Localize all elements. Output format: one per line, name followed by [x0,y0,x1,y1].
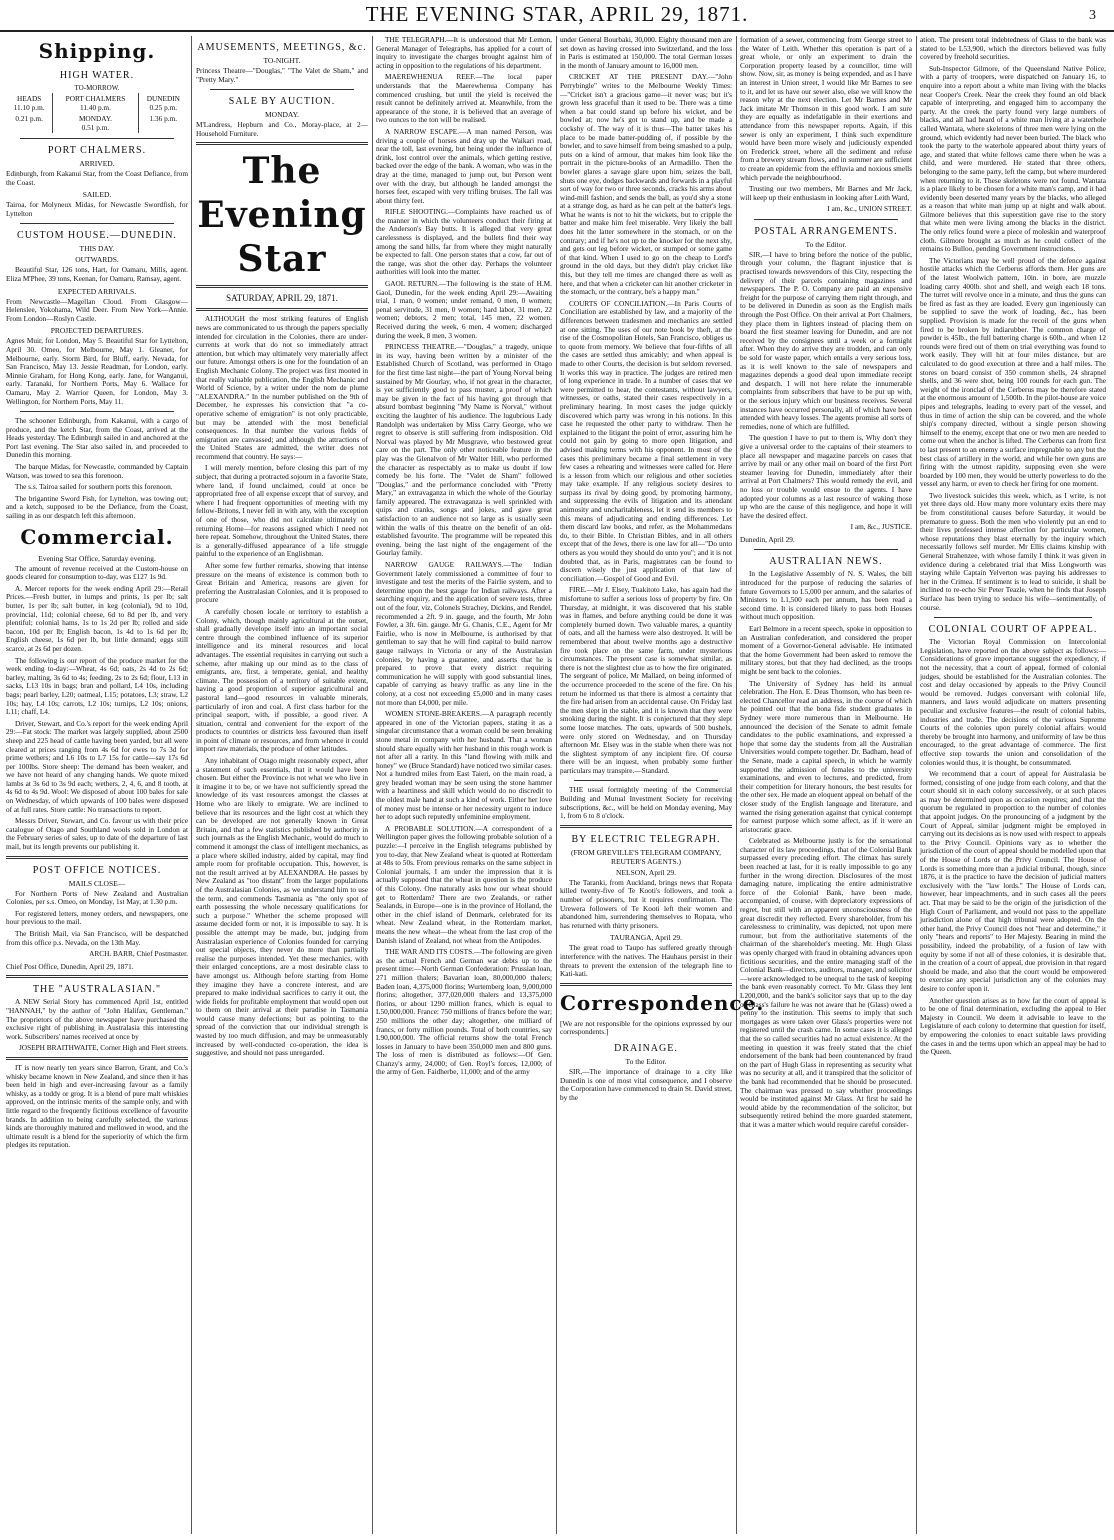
evening-star-banner: The Evening Star [197,150,367,281]
shipping-news: The brigantine Sword Fish, for Lyttelton, was towing out; and a ketch, supposed to be the Defiance, from the Coast, sailing in as our despatch left this afternoon. [6,493,188,521]
news-item: The Victorian Royal Commission on Intercolonial Legislation, have reported on the above subject as follows:—Considerations of grave importance suggest the expediency, if not the necessity, that a court of appeal, formed of colonial judges, should be established for the Australian colonies. The cost and delay occasioned by appeals to the Privy Council would be removed. Judges conversant with colonial life, manners, and laws would adjudicate on matters presenting peculiar and exclusive features—the result of colonial habits, industries and trade. The decisions of the various Supreme Courts of the colonies upon purely colonial affairs would thereby be brought into harmony, and uniformity of law be thus encouraged, to the great advantage of commerce. The first effective step towards the union and consolidation of the colonies would thus, it is thought, be consummated. [920,637,1106,767]
shipping-news: The s.s. Tairoa sailed for southern ports this forenoon. [15,482,173,492]
letter-heading: POSTAL ARRANGEMENTS. [754,225,898,237]
news-item: We recommend that a court of appeal for Australasia be formed, consisting of one judge from each colony, and that the court should sit in each colony successively, or at such places as may be determined upon as occasion requires; and that the quorum be regulated in proportion to the number of colonies that appoint judges. On the pronouncing of a judgment by the Court of Appeal, similar judgment might be employed in carrying out its decisions as is now used with respect to appeals to the Privy Council. Opinions vary as to whether the jurisdiction of the court of appeal should be modelled upon that of the House of Lords or the Privy Council. The House of Lords is something more than a judicial tribunal, though, since 1876, it is the practice to have the decision of judicial matters exclusively with the "law lords." The House of Lords can, however, hear impeachments, and in such cases all the peers act. That may be said to be the origin of the jurisdiction of the High Court of Parliament, and would not pass to the appellate jurisdiction alone of that high tribunal were adopted. On the other hand, the Privy Council does not "hear and determine," it only "hears and reports" to Her Majesty. Bearing in mind the possibility, indeed the probability, of a fusion of law with equity by some if not all of these colonies, it is desirable that, in the creation of a court of appeal, due provision in that regard should be made, and also that the court would be empowered to exercise any special jurisdiction any of the colonies may desire to confer upon it. [920,769,1106,993]
tide-table [6,93,188,133]
tonight-label: TO-NIGHT. [263,56,301,65]
australian-news-heading: AUSTRALIAN NEWS. [769,556,883,568]
tide-cell [53,113,138,133]
letter-text: SIR,—The importance of drainage to a city like Dunedin is one of most vital consequence, and I observe the Corporation have commenced to drain St. David street, by the [560,1066,732,1102]
column-1 [6,36,188,1534]
news-item: In the Legislative Assembly of N. S. Wales, the bill introduced for the purpose of reducing the salaries of future Governors to L5,000 per annum, and the salaries of Ministers to L1,500 each per annum, has been read a second time. It is considered likely to pass both Houses without much opposition. [740,569,912,622]
tide-cell [6,93,53,113]
shipping-news: The schooner Edinburgh, from Kakanui, with a cargo of produce, and the ketch Star, from the Coast, arrived at the Heads yesterday. The Edinburgh sailed in and anchored at the Port last evening. The Star also sailed in, and proceeded to Dunedin this morning. [6,416,188,460]
news-item: Sub-Inspector Gilmore, of the Queensland Native Police, with a party of troopers, were dispatched on January 16, to enquire into a report about a white man living with the blacks near Cooper's Creek. Near the creek they found an old black capable of interpreting, and engaged him to accompany the party. At the creek the party found very large numbers of blacks, and all had heard of a white man living at a waterhole called Wantata, where skeletons of three men were lying on the ground, which evidently had never been buried. The black who took the party to the waterhole appeared about thirty years of age, and stated that white fellows came there when he was a child, and were murdered. He stated that three others, belonging to the same party, left the camp, but where murdered when returning to it. These skeletons were not found. Wantata is a place likely to be chosen for a white man's camp, and it had evidently been deserted many years by the blacks, who alleged as a reason that white man jump up at night and walk about. Gilmore believes that this superstition gave rise to the story that white men were living among the blacks in the district. The only relics found were a piece of moleskin and waterproof cloth. Gilmore brought as much as he could collect of the remains to Bulloo, pending Government instructions. [920,63,1106,254]
letter-date: Dunedin, April 29. [740,534,795,544]
tide-cell [138,113,188,133]
mails-label: MAILS CLOSE— [68,878,126,888]
australasian-ad: A NEW Serial Story has commenced April 1st, entitled "HANNAH," by the author of "John Halifax, Gentleman." The proprietors of the above newspaper have purchased the exclusive right of publishing in Australasia this interesting work. Subscribers' names received at once by [6,997,188,1041]
page-number: 3 [1089,8,1096,23]
expected-list: From Newcastle—Magellan Cloud. From Glasgow—Helenslee, Yokohama, Wild Deer. From New York—Annie. From London—Roslyn Castle. [6,296,188,323]
telegraph-source: (FROM GREVILLE'S TELEGRAM COMPANY, REUTER'S AGENTS.) [571,847,721,866]
port-heading: PORT CHALMERS. [47,145,147,156]
post-notice: For registered letters, money orders, and newspapers, one hour previous to the mail. [6,908,188,927]
arrived-list: Edinburgh, from Kakanui Star, from the Coast Defiance, from the Coast. [6,169,188,187]
commercial-heading: Commercial. [20,524,174,549]
arrived-label: ARRIVED. [79,159,115,168]
post-notice: The British Mail, via San Francisco, will be despatched from this office p.s. Nevada, on the 13th May. [6,929,188,947]
this-day-label: THIS DAY. [79,244,115,254]
news-item: THE TELEGRAPH.—It is understood that Mr Lemon, General Manager of Telegraphs, has applied for a court of inquiry to investigate the charges brought against him of acting in opposition to the regulations of his department. [376,35,552,70]
column-rule [916,36,917,1534]
shipping-news: The barque Midas, for Newcastle, commanded by Captain Watson, was towed to sea this forenoon. [6,462,188,480]
news-item: Two livestock suicides this week, which, as I write, is not yet three days old. How many more voluntary exits there may be from constitutional causes before Saturday, it would be premature to guess. Both the men who violently put an end to their lives professed intense affection for particular women, whose reputations they blast eternally by the inquiry which necessarily follows self murder. Mr Ellis claims kinship with General Strahenzee, with whose family I think it was given in evidence during a celebrated trial that Miss Longworth was staying while Captain Yelverton was paying his addresses to her in the Crimea. If sentiment is to lead to suicide, it shall be inclined to re-echo Sir Peter Teazle, when he finds that Joseph Surface has been trying to seduce his wife—sentimentally, of course. [920,490,1106,612]
customs-heading: CUSTOM HOUSE.—DUNEDIN. [17,230,177,242]
leader-paragraph: ALTHOUGH the most striking features of English news are communicated to us through the papers specially intended for circulation in the Colonies, there are under-currents at work that do not so immediately attract attention, but which may ultimately very materially affect our future. Amongst others is one for the foundation of an English Mechanic Colony. The project was first mooted in that really valuable publication, the English Mechanic and World of Science, by a writer under the nom de plume "ALEXANDRA." In the number published on the 9th of December, he expresses his conviction that "a co-operative scheme of emigration" is not only practicable, but may be attended with the most beneficial consequences. In that number the various fields of emigration are canvassed; and although the attractions of the United States are admitted, the writer does not recommend that country. He says:— [196,314,368,461]
news-item: MAEREWHENUA REEF.—The local paper understands that the Maerewhenua Company has commenced crushing, but until the yield is received the result cannot be definitely arrived at. Meanwhile, from the appearance of the stone, it is believed that an average of two ounces to the ton will be realised. [376,72,552,125]
news-item: RIFLE SHOOTING.—Complaints have reached us of the manner in which the volunteers conduct their firing at the Anderson's Bay butts. It is alleged that very great carelessness is displayed, and the bullets find their way among the sand hills, far from where they might naturally be expected to fall. One person states that a cow, far out of the range, was shot the other day. Perhaps the volunteer authorities will look into the matter. [376,207,552,277]
news-item: THE WAR AND ITS COSTS.—The following are given as the actual French and German war debts up to the present time:—North German Confederation: Prussian loan, 271 million thalers; Bavarian loan, 80,000,000 thalers; Baden loan, 4,375,000 florins; Wurtemberg loan, 9,000,000 florins; altogether, 377,020,000 thalers and 13,375,000 florins, or about 1290 million francs, which is equal to L50,000,000. France: 750 millions of francs before the war; 250 millions the other day; altogether, one milliard of francs, or forty million pounds. Total of both countries, say L90,000,000. The official returns show the total French losses in January to have been 350,000 men and 800 guns. The loss of men is distributed as follows:—Of Gen. Chanzy's army, 24,000; of Gen. Royl's forces, 12,000; of the army of Gen. Faidherbe, 11,000; and of the army [376,947,552,1077]
leader-paragraph: After some few further remarks, showing that intense pressure on the means of existence is common both to Great Britain and America, reasons are given for preferring the Australasian Colonies, and it is proposed to procure [196,561,368,605]
letter-heading: DRAINAGE. [614,1042,678,1054]
tide-place: HEADS [16,94,42,103]
post-signature: ARCH. BARR, Chief Postmaster. [89,949,188,959]
commercial-item: A. Mercer reports for the week ending April 29:—Retail Prices.—Fresh butter, in lumps and prints, 1s per lb; salt butter, 1s per lb; salt butter, in keg (colonial), 9d to 10d, provincial, 11d; colonial cheese, 6d to 8d per lb, and very plentiful; colonial hams, 1s to 1s 2d per lb; rolled and side bacon, 10d per lb; English bacon, 1s 4d to 1s 6d per lb; English cheese, 1s 6d per lb, but little demand; eggs still scarce, at 2s 6d per dozen. [6,583,188,653]
news-item: Earl Belmore in a recent speech, spoke in opposition to an Australian confederation, and considered the proper moment of a Governor-General advisable. He intimated that the home Government had been asked to remove the military stores, but that they had declined, as the troops might be sent back to the colonies. [740,624,912,676]
tide-cell [53,93,138,113]
news-item: PRINCESS THEATRE.—"Douglas," a tragedy, unique in its way, having been written by a minister of the Established Church of Scotland, was performed in Otago for the first time last night—the part of Young Norval being sustained by Mr Gourlay, who, if not great in the character, is yet sufficiently good to pass muster, a proof of which may be given in the fact of his having got through that absurd bombast beginning "My Name is Norval," without exciting the laughter of his audience. The lugubrious Lady Randolph was undertaken by Miss Carry George, who we regret to observe is still suffering from indisposition. Old Norval was played by Mr Musgrave, who bestowed great care on the part. The only other noticeable feature in the play was the Glenalvon of Mr Walter Hill, who performed the character as respectably as to make us doubt if low comedy be his forte. The "Valet de Sham" followed "Douglas," and the performance concluded with "Pretty Mary," an extravaganza in which the whole of the Gourlay family appeared. The extravaganza is well sprinkled with quips and cranks, songs and jokes, and gave great satisfaction to an audience not so large as is usually seen within the walls of this theatre on the benefit of an old-established favourite. The programme will be repeated this evening, being the last night of the engagement of the Gourlay family. [376,342,552,558]
tide-day-label: MONDAY. [78,114,112,123]
column-5 [740,36,912,1534]
letter-text: SIR,—I have to bring before the notice of the public, through your column, the flagrant injustice that is practised towards newsvendors of this City, respecting the delivery of their parcels containing magazines and newspapers. The P. O. Company are paid an expensive freight for the purpose of carrying them right through, and to be delivered in Dunedin as soon as the English mails through the Post Office. On their arrival at Port Chalmers, they place them in lighters instead of placing them on board the first steamer leaving for Dunedin, and are not received by the consignees until a week or a fortnight after. When they do arrive they are trodden, and can only be sold for waste paper, which entails a very serious loss, as it is well known to the sale of newspapers and magazines depends a good deal upon immediate receipt and despatch. I will not here relate the innumerable complaints from subscribers that have to be put up with, or the serious injury which our business receives. Several instances have occurred personally, all of which have been attended with heavy losses. The agents promise all sorts of remedies, none of which are fulfilled. [740,249,912,431]
news-item: The University of Sydney has held its annual celebration. The Hon. E. Deas Thomson, who has been re-elected Chancellor read an address, in the course of which he pointed out that the bona fide student graduates in Sydney were more numerous than in Melbourne. He announced the decision of the Senate to admit female candidates to the public examinations, and expressed a hope that some day the students from all the Australian Universities would compete together. Dr. Badham, head of the Senate, made a capital speech, in which he warmly supported the admission of females to the university examinations, and even to lectures, and predicted, from their competition for literary honours, the best results for the other sex. He made an eloquent appeal on behalf of the closer study of the English language and literature, and warned the rising generation against that cynical contempt for earnest purpose which some affect, as if it were an aristocratic grace. [740,678,912,834]
whisky-ad: IT is now nearly ten years since Barron, Grant, and Co.'s whisky became known in New Zealand, and since then it has been held in high and ever-increasing favour as a family whisky, as a toddy or grog. It is a blend of pure malt whiskies approved, on the intrinsic merits of the sample only, and with little regard to the frequently fictitious excellence of favourite brands. In addition to being carefully selected, the various kinds are thoroughly matured and mellowed in wood, and the ultimate result is a blend for the superiority of which the firm pledges its reputation. [6,1062,188,1150]
leader-quote: I will merely mention, before closing this part of my subject, that during a protracted sojourn in a favorite State, where land, if found unclaimed, could at once be appropriated free of all expense except that of survey, and where I had frequent opportunities of meeting with my fellow-Britons, I never fell in with any, with the exception of one of those, who did not calculate ultimately on returning Home—for reasons assigned which I need not here repeat. Somehow, throughout the United States, there is a generally-diffused appearance of a life struggle painful to the experience of an Englishman. [196,463,368,559]
news-item: ation. The present total indebtedness of Glass to the bank was stated to be L53,900, which the directors believed was fully covered by freehold securities. [920,35,1106,62]
tide-time: 0.51 p.m. [81,123,110,132]
news-item: A NARROW ESCAPE.—A man named Person, was driving a couple of horses and dray up the Waikari road, near the toll, last evening, but being under the influence of drink, lost control over the animals, which getting restive, backed over the edge of the bank. A woman, who was in the dray at the time, managed to jump out, but Person went over with the dray, but although he landed amongst the horses feet, escaped with very trifling bruises. The fall was about thirty feet. [376,126,552,205]
telegram: The Taranki, from Auckland, brings news that Ropata killed twenty-five of Te Kooti's followers, and took a number of prisoners, but it requires confirmation. The Urewera followers of Te Kooti left their women and abandoned him, surrendering themselves to Ropata, who has returned with thirty prisoners. [560,877,732,930]
column-6 [920,36,1106,1534]
letter-text: The question I have to put to them is, Why don't they give a universal order to the captains of their steamers to place all newspaper and magazine parcels on cases that arrive by mail or any other mail on board of the first Port steamer leaving for Dunedin, immediately after their arrival at Port Chalmers? This would remedy the evil, and no loss or trouble would ensue to the agents. I have adopted your columns as a last resource of waking those up who are the cause of this negligence, and hope it will have the desired effect. [740,433,912,520]
tide-time: 11.10 p.m. [13,103,45,112]
outwards-label: OUTWARDS. [75,255,119,265]
letter-text: formation of a sewer, commencing from George street to the Water of Leith. Whether this operation is part of a great whole, or only an experiment to drain the Corporation property leased by a councillor, time will show. Now, sir, as money is being expended, and as I have an interest in Union street, I would like Mr Barnes to see to it, and let us have our sewer also, else we will know the reason why at the next election. Let Mr Barnes and Mr Jack imitate Mr Thomson in this good work. I am sure they are equally as indefatigable in their exertions and attendance from this newspaper reports. Again, if this sewer is only an experiment, I think such expenditure would have been more wisely and judiciously expended on Frederick street, where all the sediment and refuse from a brewery stream flows, and in summer are sufficient to create an epidemic from the effluvia and noxious smells which pervade the neighbourhood. [740,35,912,182]
news-item: CRICKET AT THE PRESENT DAY.—"John Perrybingle" writes to the Melbourne Weekly Times:—"Cricket isn't a gracious game—it never was; but it's grown less graceful than it used to be. There was a time when a bat could stand up before his wicket, and be bowled at; now he's got to stand up, and be made a cockshy of. The way of it is thus—The batter takes his place to be made batter-pudding of, if possible by the bowler, and to save himself from being smashed to a pulp, puts on a kind of armour, that makes him look like the portrait in the picture-books of an Armadillo. Then the bowler glares a savage glare upon him, seizes the ball, shuts one eye, dodges backwards and forwards in a playful sort of way for two or three seconds, cracks his arms about wind-mill fashion, and sends the ball, as you'd shy a stone at a strange dog, as hard as he can pelt at the batter's legs. What he wants is not to hit the wickets, but to cripple the batter and make him feel miserable. Very likely the ball does hit the latter somewhere in the stomach, or on the contrary; and if he's not up to the knocker for the next shy, and gets out leg before wicket, or stumped or some game of that kind. When I used to go on the cheap to Lord's ground in the old days, but they didn't play cricket like this, but they tell me times are changed there as well as here, and that when a cricketer can hit another cricketer in the stomach, or the contrary, he's a happy man." [560,72,732,297]
telegraph-heading: BY ELECTRIC TELEGRAPH. [571,833,721,845]
sailed-label: SAILED. [82,190,112,200]
sailed-list: Tairoa, for Molyneux Midas, for Newcastle Swordfish, for Lyttelton [6,200,188,218]
post-heading: POST OFFICE NOTICES. [32,864,162,876]
shipping-heading: Shipping. [38,39,156,63]
australasian-heading: THE "AUSTRALASIAN." [32,984,162,996]
news-item: The Victorians may be well proud of the defence against hostile attacks which the Cerberus affords them. Her guns are of the latest Woolwich pattern, 10in. in bore, are muzzle loading carry 400lb. shot and shell, and weigh each 18 tons. The turret will revolve once in a minute, and thus the guns can be fired as fast as they are loaded. Every gun ingeniously can be supplied to save the work of loading, &c., has been supplied. Provision is made for the recoil of the guns when fired to be broken by indiarubber. The common charge of powder is 45lb., the full battering charge is 60lb., and when 12 rounds were fired out of them on trial everything was found to work easily. They will hit at four miles distance, but are calculated to do good execution at three and a half miles. The stores on board consist of 350 common shells, 24 shrapnel shells, and 36 were shot, being 100 rounds for each gun. The weight of the ironclad of the Cerberus may be therefore stated at the enormous amount of 1,500lb. In the pilot-house are voice pipes and telegraphs, leading to every part of the vessel, and thus in time of action the ship can be covered, and the whole ship's company directed, without a single person showing himself to the enemy, except that one or two men are needed to come out when the anchor is lifted. The Cerberus can from first to last present to an enemy a surface impregnable to any but the best class of artillery in the world, and while her own guns are firing with the utmost rapidity, supposing even she were boarded by 100 men, they would be utterly powerless to do the vessel any harm, or even to check her firing for one moment. [920,255,1107,489]
correspondence-heading: Correspondence. [560,990,765,1015]
newspaper-title: THE EVENING STAR, APRIL 29, 1871. [365,2,749,26]
letter-salutation: To the Editor. [625,1056,667,1066]
column-rule [736,36,737,1534]
sale-heading: SALE BY AUCTION. [228,96,336,108]
news-item: NARROW GAUGE RAILWAYS.—The Indian Government lately commissioned a committee of four to investigate and test the merits of the Fairlie system, and to determine upon the best gauge for Indian railways. After a searching enquiry, and the application of severe tests, three out of the four, viz, Colonels Strachey, Dickins, and Rendel, recommended a 2ft. 9 in. gauge, and the fourth, Mr John Fowler, a 3ft. 6in. gauge. Mr G. Chanis, C.E., Agent for Mr Fairlie, who is now in Melbourne, is authorised by that gentleman to say that he will find capital to build narrow gauge railways in Victoria or any of the Australasian colonies, by having a guarantee, and asserts that he is prepared to prove that every district requiring communication he will supply with good substantial lines, capable of carrying as heavy traffic as any line in the colony, at a cost not exceeding £5,000 and in many cases not more than £4,000, per mile. [376,560,552,707]
telegram-dateline: NELSON, April 29. [616,867,676,877]
departures-list: Agnes Muir, for London, May 5. Beautiful Star for Lyttelton, April 30. Omeo, for Melbourne, May 1. Gleaner, for Melbourne, early. Storm Bird, for Bluff, early. Nevada, for San Francisco, May 13. Jessie Readman, for London, early. Minnie Graham, for Hong Kong, early. Jane, for Wanganui, early. Taranaki, for Northern Ports, May 6. Wallace for Oamaru, May 2. Warrior Queen, for London, May 3. Wellington, for Northern Ports, May 11. [6,336,188,406]
leader-paragraph: Any inhabitant of Otago might reasonably expect, after a statement of such essentials, that it would have been chosen. But either the Province is not what we who live in it imagine it to be, or we have not sufficiently spread the knowledge of its vast resources amongst the classes at Home who are likely to emigrate. We are inclined to believe that its resources and the light cost at which they can be developed are not generally known in Great Britain, and that a few statistics published by authority in such journals as the English Mechanic, would do much to commend it amongst the class of intelligent mechanics, as a place where skilled industry, aided by capital, may find ample room for profitable occupation. This, however, is not the result arrived at by ALEXANDRA. He passes by New Zealand as "too distant" from the larger populations of the Australasian Colonies, as we understand him to use the term, and commends Tasmania as "the only spot of earth possessing the whole necessary qualifications for such a purpose." Whether the scheme proposed will assume decided form or not, it is impossible to say. It is possible the attempt may be made, but, judging from Australasian experience of Colonies founded for carrying out special objects, they never do more than partially realise the purposes intended. Yet these mechanics, with their enlarged conceptions, are a most desirable class to have amongst us. Although before starting from Home they imagine they have a concrete interest, and are prepared to make individual sacrifices to carry it out, the wide fields for profitable employment that would open out to them on their arrival at their paradise in Tasmania would cause many defections; but as pointing to the spread of the conviction that our individual strength is wasted by too much diffusion, and may be unmeasurably increased by well-conducted co-operation, the idea is suggestive, and should not pass unregarded. [196,756,368,1058]
commercial-item: Messrs Driver, Stewart, and Co. favour us with their price catalogue of Otago and Southland wools sold in London at the February series of sales, up to date of the departure of last mail, but its length prevents our publishing it. [6,816,188,852]
amusements-text: Princess Theatre—"Douglas," "The Valet de Sham," and "Pretty Mary." [196,66,368,84]
commercial-item: The following is our report of the produce market for the week ending to-day:—Wheat, 4s 6d; oats, 2s 4d to 2s 6d; barley, malting, 3s 6d to 4s; feeding, 2s to 2s 6d; flour, L13 in sacks, L13 10s in bags; bran and pollard, L4 10s, including bags; pearl barley, L20; oatmeal, L15; potatoes, L3; straw, L2 10s; hay, L4 10s; carrots, L2 10s; turnips, L2 10s; onions, L11; chaff, L4. [6,655,188,717]
news-item: FIRE.—Mr J. Elsey, Tuakitoto Lake, has again had the misfortune to suffer a serious loss of property by fire. On Thursday, at midnight, it was discovered that his stable was in flames, and before anything could be done it was completely burned down. Two valuable mares, a quantity of oats, and all the harness were also destroyed. It will be remembered that about twelve months ago a destructive fire took place on the same farm, under mysterious circumstances. The present case is somewhat similar, as there is not the slightest clue as to how the fire originated. The sergeant of police, Mr Mallard, on being informed of the occurrence proceeded to the scene of the fire. On his return he informed us that there is almost a certainty that the fire had arisen from an accidental cause. On Friday last the men slept in the stable, and it is known that they were smoking during the night. It is conjectured that they slept some loose matches. The oats, upwards of 500 bushels, were only stored on Wednesday, and on Thursday afternoon Mr. Elsey was in the stable when there was not the slightest symptom of any incipient fire. Of course there will be an inquest, when probably some further particulars may transpire.—Standard. [560,585,733,775]
post-date: Chief Post Office, Dunedin, April 29, 1871. [6,961,134,971]
news-item: GAOL RETURN.—The following is the state of H.M. Gaol, Dunedin, for the week ending April 29:—Awaiting trial, 1 man, 0 women; under remand, 0 men, 0 women; penal servitude, 31 men, 0 women; hard labor, 31 men, 22 women; debtors, 2 men; total, 145 men, 22 women. Received during the week, 6 men, 4 women; discharged during the week, 8 men, 3 women. [376,279,552,340]
letter-text: Trusting our two members, Mr Barnes and Mr Jack, will keep up their enthusiasm in looking after Leith Ward, [740,184,912,202]
news-item: COURTS OF CONCILIATION.—In Paris Courts of Conciliation are established by law, and a majority of the differences between tradesmen and mechanics are settled at one sitting. The uses of our note book by theft, at the rise of the Cosmopolitan Hotels, San Francisco, obliges us to quote from memory. We believe that four-fifths of all the cases are settled thus amicably; and when appeal is made to other Courts, the decision is but seldom reversed. It works this way in practice. The judges are retired men of long experience in trade. In a number of cases that we were permitted to hear, the contestants, without lawyers, witnesses, or oaths, stated their cases respectively in a preliminary hearing. In most cases the judge quickly discovered which party was wrong in his notions. In this case he requested the other party to withdraw. Then he explained to the litigant the point of error, assuring him he could not gain by going to more open litigation, and advised making terms with his opponent. In most of the cases this preliminary became a final settlement in very few cases a rehearing and witnesses were called for. Here is a lesson from which our religious and other societies may take example. If any religious society desires to surpass its rival by doing good, by promoting harmony, and suppressing the evils of litigation and its attendant animosity and uncharitableness, let it send its members to this means of adjudicating and ending differences. Let them discard law books, and refer, as the Mohammedans do, to their Bible. In Christian Bibles, and in all others except that of the Jews, there is one law for all—"Do unto others as you would they should do unto you"; and it is not doubted that, as in Paris, magistrates can be found to discern wisely the just application of that law of conciliation.—Gospel of Good and Evil. [560,298,733,583]
letter-signature: I am, &c., JUSTICE. [850,522,912,532]
tide-time: 1.36 p.m. [149,114,178,123]
tide-day-label: TO-MORROW. [74,84,120,92]
news-item: A PROBABLE SOLUTION.—A correspondent of a Wellington paper gives the following probable solution of a puzzle:—I perceive in the English telegrams published by you to-day, that New Zealand wheat is quoted at Rotterdam at 48s to 50s. From previous remarks on the same subject in Colonial journals, I am under the impression that it is actually supposed that the wheat in question is the produce of this Colony. One naturally asks how our wheat should get to Rotterdam? There are two Zealands, or rather Sealands, in Europe—one is in the province of Holland, the other in the chief island of Denmark, celebrated for its wheat. New Zealand wheat, in the Rotterdam market, means the new wheat—the wheat from the last crop of the Danish island of Zealand, not wheat from the Antipodes. [376,823,552,945]
column-3 [376,36,552,1534]
tide-cell [138,93,188,113]
column-rule [372,36,373,1534]
tide-time: 0.25 p.m. [149,103,178,112]
letter-signature: I am, &c., UNION STREET. [827,204,912,214]
departures-label: PROJECTED DEPARTURES. [50,326,144,336]
tide-time: 11.40 p.m. [79,103,111,112]
telegram-dateline: TAURANGA, April 29. [610,933,682,943]
news-item: WOMEN STONE-BREAKERS.—A paragraph recently appeared in one of the Victorian papers, stating it as a singular circumstance that a woman could be seen breaking stone metal in company with her husband. That a woman should share equally with her husband in this rough work is not after all a rarity. In this "land flowing with milk and honey" we (Bruce Standard) have noticed two similar cases. Not a hundred miles from East Taieri, on the main road, a grey headed woman may be seen using the stone hammer with a heartiness and skill which would do no discredit to the oldest male hand at such a kind of work. Either her love of money must be intense or her necessity urgent to induce her to adopt such reputedly unfeminine employment. [376,709,552,822]
amusements-heading: AMUSEMENTS, MEETINGS, &c. [197,42,367,53]
sale-text: M'Landress, Hepburn and Co., Moray-place, at 2—Household Furniture. [196,120,368,138]
telegram: The great road to Taupo has suffered greatly through interference with the natives. The Hauhaus persist in their threats to prevent the extension of the telegraph line to Kati-kati. [560,943,732,979]
news-item: Celebrated as Melbourne justly is for the sensational character of its law proceedings, that of the Colonial Bank surpassed every preceding effort. The climax has surely been reached at last, for it is really impossible to go any further in the wrong direction. Disclosures of the most damaging nature, implicating the entire administrative force of the Colonial Bank, have been made, accompanied, of course, with depreciatory expressions of regret, but still with an apparent unconsciousness of the great discredit they reflected. Every shareholder, from his carelessness to criminality, was depicted, not upon mere rumour, but from the authoritative statements of the chairman of the shareholder's meeting. Mr. Hugh Glass was openly charged with fraud in obtaining advances upon fictitious securities, and the entire managing staff of the Colonial Bank—directors, auditors, manager, and solicitor—were acknowledged to be unequal to the task of keeping the bank even reasonably correct. To Mr. Glass they lent L200,000, and the bank's solicitor says that up to the day of Glass's failure he was not aware that he (Glass) owed a penny to the institution. This seems to imply that such mortgages as were taken over Glass's properties were not registered until the crash came. In some cases it is alleged that the so called securities had no actual existence. At the meeting in question it was freely stated that the chief endorsement of the bank had been countenanced by fraud on the part of Hugh Glass in representing as security what was no security at all, and it transpired that the solicitor of the bank had recommended that he should be prosecuted. The chairman was pressed to say whether proceedings would be instituted against Mr Glass. At first he said he would abide by the recommendation of the solicitor, but subsequently retired behind the more guarded statement, that it was a matter which would require careful consider- [740,836,912,1129]
leader-quote: A carefully chosen locale or territory to establish a Colony, which, though mainly agricultural at the outset, shall gradually develope itself into an important social centre through the combined influence of its superior intelligence and its mineral resources and local advantages. The essential requisites in carrying out such a scheme, after making up our mind as to the class of emigrants, are, first, a temperate, genial, and healthy climate. The possession of a territory of suitable extent, having a good proportion of superior agricultural and pastoral land—good resources in valuable minerals, particularly of iron and coal. A first class harbor for the principal seaport, with, if possible, a good river. A situation, central and convenient for the export of the products to countries or districts less favoured than itself in point of climate or resources, and from whence it could import raw materials, the produce of other latitudes. [196,606,368,754]
office-dateline: Evening Star Office, Saturday evening. [38,553,156,563]
court-of-appeal-heading: COLONIAL COURT OF APPEAL. [928,624,1098,636]
news-item: under General Bourbaki, 30,000. Eighty thousand men are set down as having crossed into Switzerland, and the loss in Paris is estimated at 150,000. The total German losses in the month of January amount to 16,000 men. [560,35,732,70]
column-rule [191,36,192,1534]
post-notice: For Northern Ports of New Zealand and Australian Colonies, per s.s. Omeo, on Monday, 1st May, at 1.30 p.m. [6,888,188,907]
commercial-item: The amount of revenue received at the Custom-house on goods cleared for consumption to-day, was £127 1s 9d. [6,563,188,582]
outwards-list: Beautiful Star, 126 tons, Hart, for Oamaru, Mills, agent. Eliza M'Phee, 39 tons, Keenan, for Oamaru, Ramsay, agent. [6,265,188,283]
australasian-signature: JOSEPH BRAITHWAITE, Corner High and Fleet streets. [18,1043,188,1053]
correspondence-note: [We are not responsible for the opinions expressed by our correspondents.] [560,1018,732,1037]
expected-label: EXPECTED ARRIVALS. [57,286,137,296]
high-water-heading: HIGH WATER. [59,70,135,81]
tide-time: 0.21 p.m. [15,114,43,123]
tide-place: DUNEDIN [146,94,180,103]
masthead [0,0,1114,32]
column-rule [556,36,557,1534]
column-2 [196,36,368,1534]
column-4 [560,35,765,1534]
commercial-item: Driver, Stewart, and Co.'s report for the week ending April 29:—Fat stock: The market was largely supplied, about 2500 sheep and 225 head of cattle having been yarded, but all were cleared at prices ranging from 4s 6d for ewes to 7s 3d for prime wethers; and L6 10s to L7 15s for cattle—say 17s 6d per 100lbs. Store sheep: The demand has been weaker, and we have not heard of any changing hands. We quote mixed lambs at 3s 6d to 3s 9d each; wethers, 2, 4, 6, and 8 tooth, at 4s 6d to 4s 9d. Wool: We disposed of about 100 bales for sale on Wednesday, of which upwards of 100 bales were disposed of at full rates. Store cattle: No transactions to report. [6,718,188,814]
news-item: Another question arises as to how far the court of appeal is to be one of final determination, excluding the appeal to Her Majesty in Council. We deem it advisable to leave to the Legislature of each colony to determine that question for itself, by empowering the colonies to enact suitable laws providing the cases in and the terms upon which an appeal may be had to the Queen. [920,995,1106,1057]
issue-date: SATURDAY, APRIL 29, 1871. [226,293,338,304]
tide-place: PORT CHALMERS [65,94,126,103]
tide-cell [6,113,53,133]
sale-day: MONDAY. [265,110,299,120]
letter-salutation: To the Editor. [805,239,847,249]
society-notice: THE usual fortnightly meeting of the Commercial Building and Mutual Investment Society for receiving subscriptions, &c., will be held on Monday evening, May 1, from 6 to 8 o'clock. [560,785,732,821]
